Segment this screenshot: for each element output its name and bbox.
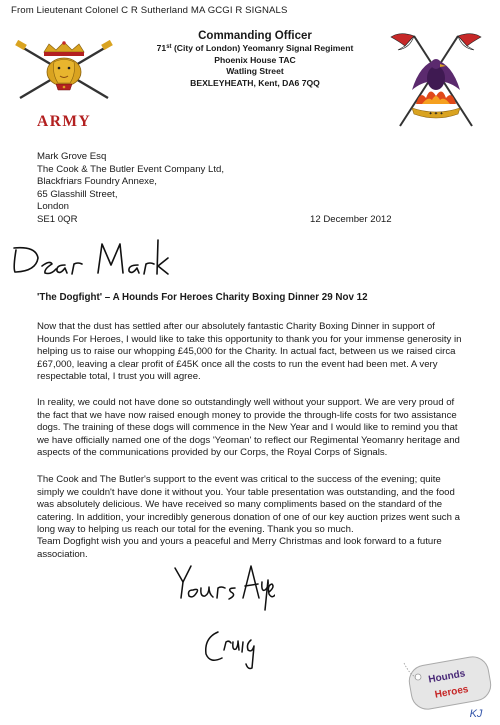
recipient-address — [37, 151, 224, 227]
paragraph-4: Team Dogfight wish you and yours a peaceful and Merry Christmas and look forward to a future association. — [37, 536, 442, 560]
svg-text:✦ ✦ ✦: ✦ ✦ ✦ — [428, 112, 444, 117]
stamp-hounds: Hounds — [427, 668, 467, 686]
signature — [200, 620, 260, 670]
recipient-company: The Cook & The Butler Event Company Ltd, — [37, 163, 224, 175]
regiment-line: 71st (City of London) Yeomanry Signal Regiment — [156, 43, 354, 53]
from-line: From Lieutenant Colonel C R Sutherland MA GCGI R SIGNALS — [11, 5, 288, 16]
hounds-for-heroes-stamp — [402, 655, 498, 723]
handwritten-salutation — [10, 236, 170, 280]
army-crest-icon — [14, 40, 114, 102]
recipient-postcode: SE1 0QR — [37, 213, 78, 225]
paragraph-2: In reality, we could not have done so outstandingly well without your support. We are very proud of the fact that we have now raised enough money to provide the through-life costs for two assistance dogs. The training of these dogs will commence in the New Year and I would like to remind you that we have officially named one of the dogs 'Yeoman' to reflect our Regimental Yeomanry heritage and aspects of the communications provided by our Corps, the Royal Corps of Signals. — [37, 397, 460, 459]
paragraph-3: The Cook and The Butler's support to the event was critical to the success of the evening; quite simply we couldn't have done it without you. Your table presentation was outstanding, and the food was absolutely delicious. We have received so many compliments based on the standard of the catering. In addition, your incredibly generous donation of one of our key auction prizes went such a long way to helping us reach our total for the evening. Thank you so much. — [37, 474, 460, 536]
letterhead — [150, 29, 360, 89]
stamp-heroes: Heroes — [433, 683, 470, 701]
stamp-initials: KJ — [469, 708, 483, 720]
address-line-3: Watling Street — [226, 66, 284, 76]
address-line-2: Phoenix House TAC — [214, 54, 296, 65]
recipient-name: Mark Grove Esq — [37, 151, 107, 162]
recipient-street: 65 Glasshill Street, — [37, 188, 118, 200]
regimental-crest-icon — [388, 30, 484, 130]
address-line-4: BEXLEYHEATH, Kent, DA6 7QQ — [190, 77, 320, 88]
recipient-building: Blackfriars Foundry Annexe, — [37, 176, 157, 188]
army-logo-text: ARMY — [37, 113, 92, 130]
subject-line: 'The Dogfight' – A Hounds For Heroes Charity Boxing Dinner 29 Nov 12 — [37, 292, 368, 303]
handwritten-closing — [165, 560, 275, 612]
paragraph-1: Now that the dust has settled after our absolutely fantastic Charity Boxing Dinner in support of Hounds For Heroes, I would like to take this opportunity to thank you for your immense generosity in helping us to raise our whopping £45,000 for the Charity. In actual fact, between us we raised circa £67,000, leaving a clear profit of £45K once all the costs to run the event had been met. A very respectable total, I trust you will agree. — [37, 321, 462, 383]
letter-date: 12 December 2012 — [310, 214, 392, 225]
office-title: Commanding Officer — [198, 30, 312, 42]
recipient-city: London — [37, 201, 70, 213]
